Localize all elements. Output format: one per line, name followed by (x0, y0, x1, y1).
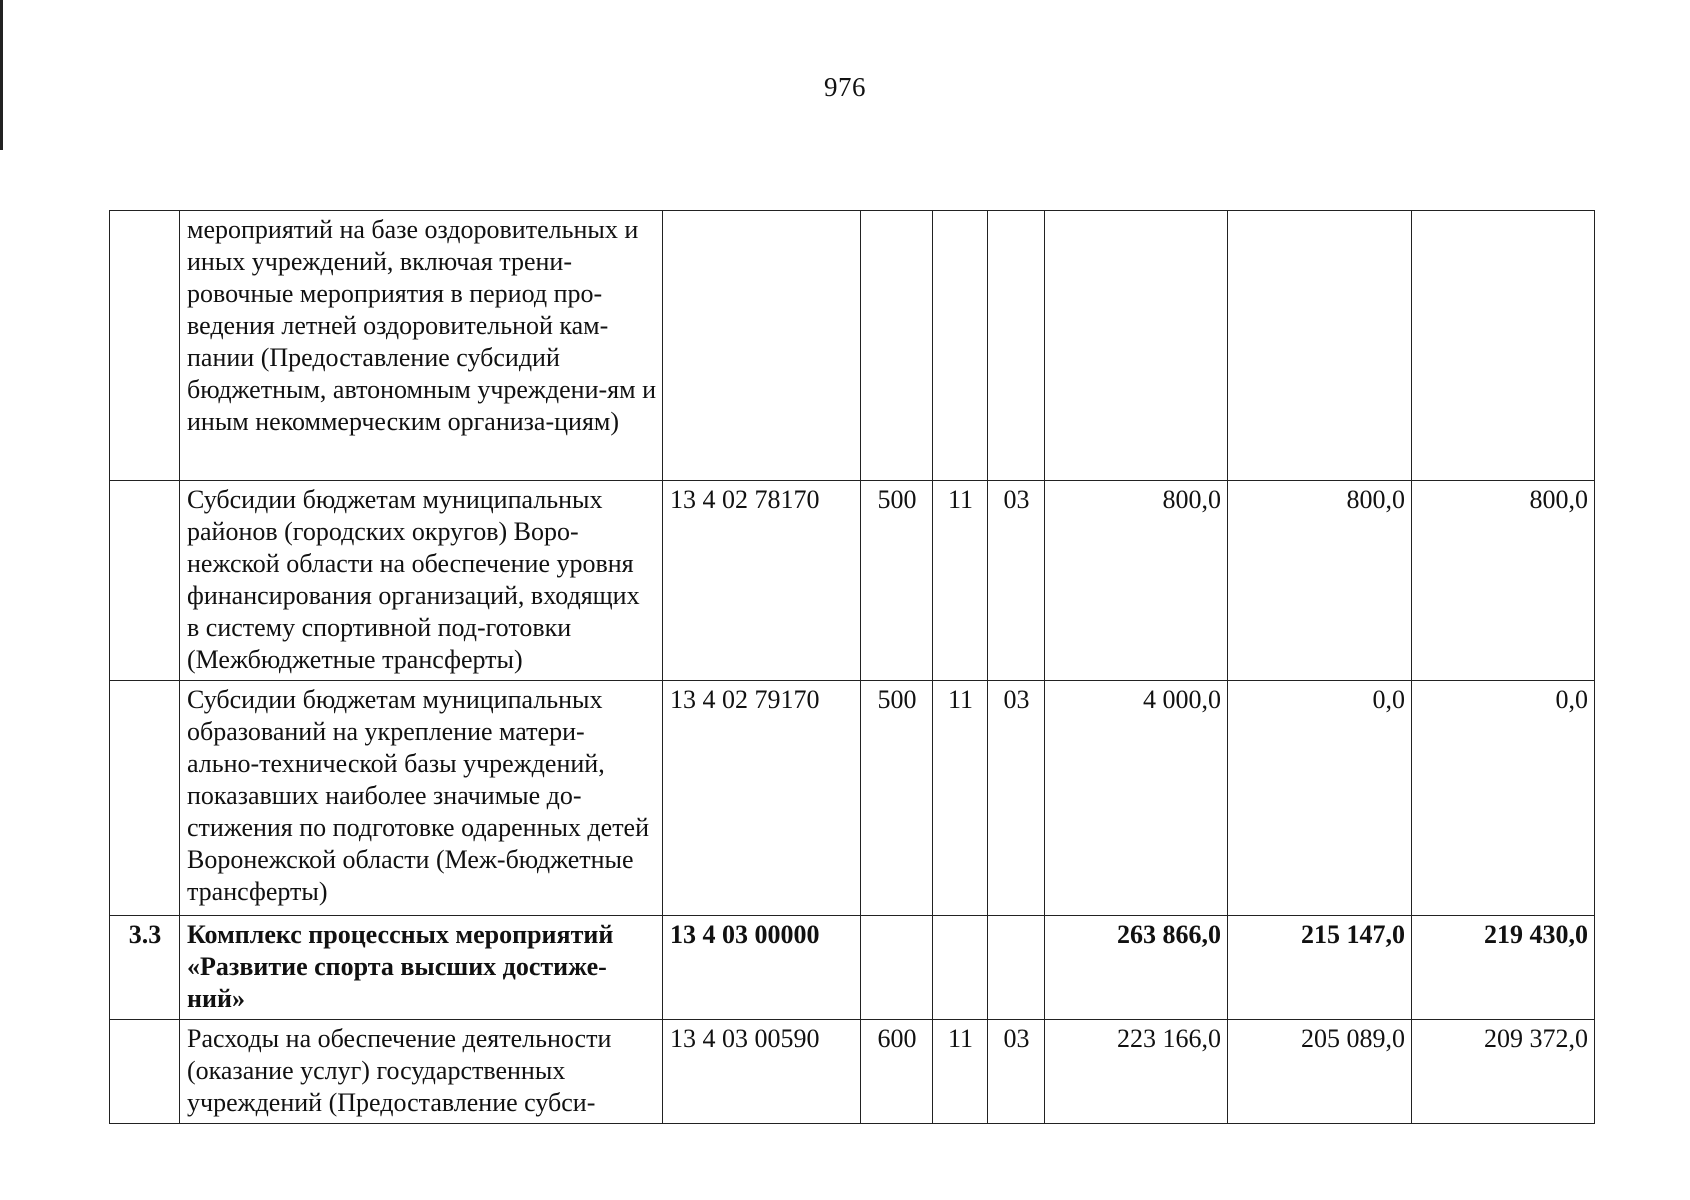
row-amount-3: 0,0 (1412, 681, 1595, 916)
row-section (933, 916, 988, 1020)
row-budget-code: 13 4 03 00000 (663, 916, 861, 1020)
row-amount-3: 209 372,0 (1412, 1020, 1595, 1124)
row-amount-1 (1045, 211, 1228, 481)
row-budget-code: 13 4 02 79170 (663, 681, 861, 916)
row-amount-3: 219 430,0 (1412, 916, 1595, 1020)
row-number: 3.3 (110, 916, 180, 1020)
budget-table (109, 210, 1595, 1124)
row-budget-code (663, 211, 861, 481)
row-section (933, 211, 988, 481)
row-expense-type (861, 211, 933, 481)
row-amount-1: 223 166,0 (1045, 1020, 1228, 1124)
row-number (110, 681, 180, 916)
row-description: Субсидии бюджетам муниципальных районов (городских округов) Воро-нежской области на обеспечение уровня финансирования организаций, входящих в систему спортивной под-готовки (Межбюджетные трансферты) (180, 481, 663, 681)
table-row (110, 916, 1595, 1020)
row-amount-2: 205 089,0 (1228, 1020, 1412, 1124)
row-number (110, 481, 180, 681)
row-number (110, 1020, 180, 1124)
row-amount-3 (1412, 211, 1595, 481)
row-expense-type (861, 916, 933, 1020)
row-amount-2: 0,0 (1228, 681, 1412, 916)
row-description: Субсидии бюджетам муниципальных образований на укрепление матери-ально-технической базы учреждений, показавших наиболее значимые до-стижения по подготовке одаренных детей Воронежской области (Меж-бюджетные трансферты) (180, 681, 663, 916)
row-subsection: 03 (988, 1020, 1045, 1124)
row-budget-code: 13 4 02 78170 (663, 481, 861, 681)
table-row (110, 481, 1595, 681)
row-description: мероприятий на базе оздоровительных и иных учреждений, включая трени-ровочные мероприятия в период про-ведения летней оздоровительной кам-пании (Предоставление субсидий бюджетным, автономным учреждени-ям и иным некоммерческим организа-циям) (180, 211, 663, 481)
table-row (110, 211, 1595, 481)
row-amount-3: 800,0 (1412, 481, 1595, 681)
row-amount-2: 800,0 (1228, 481, 1412, 681)
row-expense-type: 600 (861, 1020, 933, 1124)
row-number (110, 211, 180, 481)
row-amount-2: 215 147,0 (1228, 916, 1412, 1020)
row-subsection (988, 916, 1045, 1020)
row-subsection: 03 (988, 681, 1045, 916)
row-budget-code: 13 4 03 00590 (663, 1020, 861, 1124)
row-amount-2 (1228, 211, 1412, 481)
row-expense-type: 500 (861, 681, 933, 916)
row-amount-1: 4 000,0 (1045, 681, 1228, 916)
row-section: 11 (933, 1020, 988, 1124)
table-row (110, 1020, 1595, 1124)
row-amount-1: 800,0 (1045, 481, 1228, 681)
row-section: 11 (933, 481, 988, 681)
row-description: Расходы на обеспечение деятельности (оказание услуг) государственных учреждений (Предоставление субси- (180, 1020, 663, 1124)
table-row (110, 681, 1595, 916)
row-subsection: 03 (988, 481, 1045, 681)
row-subsection (988, 211, 1045, 481)
row-section: 11 (933, 681, 988, 916)
row-amount-1: 263 866,0 (1045, 916, 1228, 1020)
row-description: Комплекс процессных мероприятий «Развитие спорта высших достиже-ний» (180, 916, 663, 1020)
page-number: 976 (824, 72, 866, 102)
row-expense-type: 500 (861, 481, 933, 681)
